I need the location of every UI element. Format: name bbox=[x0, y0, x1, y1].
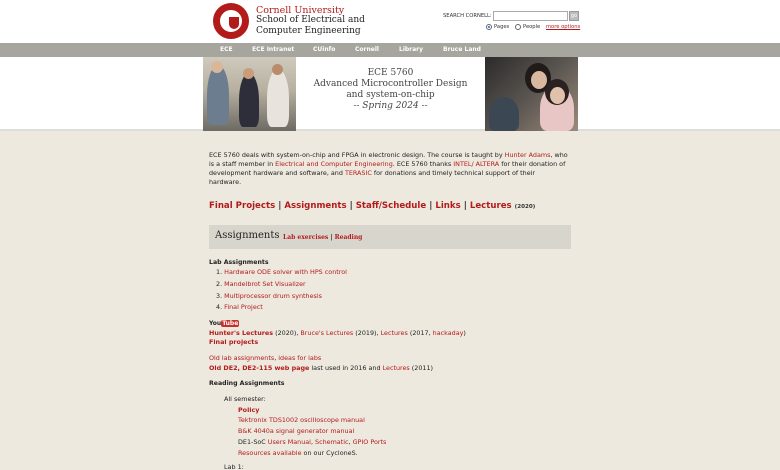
list-item: 4. Final Project bbox=[216, 303, 263, 311]
list-item: 2. Mandelbrot Set Visualizer bbox=[216, 280, 306, 288]
bk-row bbox=[238, 427, 354, 436]
nav-sep: | bbox=[463, 201, 467, 211]
banner-course-title bbox=[296, 57, 485, 131]
course-intro bbox=[209, 151, 569, 187]
course-name-line1: Advanced Microcontroller Design bbox=[313, 79, 468, 89]
cornell-seal-logo[interactable] bbox=[213, 3, 249, 39]
old-lab-assignments-link[interactable]: Old lab assignments bbox=[209, 354, 275, 362]
schematic-link[interactable]: Schematic bbox=[315, 438, 349, 446]
old-labs-row: Old lab assignments, ideas for labs bbox=[209, 354, 322, 362]
nav-cornell[interactable]: Cornell bbox=[355, 46, 379, 53]
lab-2-link[interactable]: Mandelbrot Set Visualizer bbox=[224, 280, 306, 288]
radio-people[interactable] bbox=[515, 24, 540, 30]
nav-ece[interactable]: ECE bbox=[220, 46, 233, 53]
university-name[interactable]: Cornell University bbox=[256, 5, 345, 16]
nav-bruce-land[interactable]: Bruce Land bbox=[443, 46, 481, 53]
intro-text-2: , who is a staff member in bbox=[209, 151, 568, 168]
course-name-line2: and system-on-chip bbox=[346, 90, 435, 100]
radio-pages[interactable] bbox=[486, 24, 509, 30]
intro-text-1: ECE 5760 deals with system-on-chip and FPGA in electronic design. The course is taught by bbox=[209, 151, 505, 159]
lab-exercises-link[interactable]: Lab exercises bbox=[283, 234, 329, 241]
hunter-adams-link[interactable]: Hunter Adams bbox=[504, 151, 551, 159]
course-term: -- Spring 2024 -- bbox=[353, 101, 428, 111]
search-input[interactable] bbox=[493, 11, 568, 21]
lectures-2011-link[interactable]: Lectures bbox=[382, 364, 410, 372]
nav-links[interactable]: Links bbox=[435, 201, 461, 211]
course-number: ECE 5760 bbox=[367, 68, 414, 78]
search-label: SEARCH CORNELL: bbox=[443, 13, 492, 19]
ece-department-link[interactable]: Electrical and Computer Engineering bbox=[275, 160, 393, 168]
more-options-link[interactable]: more options bbox=[546, 24, 581, 30]
lab-4-link[interactable]: Final Project bbox=[224, 303, 263, 311]
lab-assignments-heading: Lab Assignments bbox=[209, 259, 269, 266]
nav-cuinfo[interactable]: CUinfo bbox=[313, 46, 336, 53]
resources-link[interactable]: Resources available bbox=[238, 449, 302, 457]
policy-row bbox=[238, 406, 259, 415]
intro-text-5: for donations and timely technical support of their hardware. bbox=[209, 169, 536, 186]
old-de2-link[interactable]: Old DE2, DE2-115 web page bbox=[209, 364, 310, 372]
list-item: 3. Multiprocessor drum synthesis bbox=[216, 292, 322, 300]
de1-row: DE1-SoC Users Manual, Schematic, GPIO Ports bbox=[238, 438, 387, 446]
nav-sep: | bbox=[349, 201, 353, 211]
assignments-section-header bbox=[209, 225, 571, 249]
radio-unselected-icon[interactable] bbox=[515, 24, 521, 30]
course-banner bbox=[0, 57, 780, 131]
old-de2-row: Old DE2, DE2-115 web page last used in 2016 and Lectures (2011) bbox=[209, 364, 434, 372]
students-lab-photo bbox=[203, 57, 296, 131]
final-projects-row bbox=[209, 338, 258, 347]
terasic-link[interactable]: TERASIC bbox=[344, 169, 372, 177]
students-computer-photo bbox=[485, 57, 578, 131]
section-sep: | bbox=[330, 234, 333, 241]
top-navbar bbox=[0, 43, 780, 57]
hunters-lectures-link[interactable]: Hunter's Lectures bbox=[209, 329, 274, 337]
section-links bbox=[283, 234, 362, 241]
nav-assignments[interactable]: Assignments bbox=[284, 201, 347, 211]
school-name[interactable]: School of Electrical and Computer Engineering bbox=[256, 15, 365, 36]
site-header bbox=[0, 0, 780, 43]
intro-text-4: for their donation of development hardware and software, and bbox=[209, 160, 566, 177]
users-manual-link[interactable]: Users Manual bbox=[267, 438, 311, 446]
bk-manual-link[interactable]: B&K 4040a signal generator manual bbox=[238, 427, 355, 435]
radio-people-label: People bbox=[523, 24, 541, 30]
nav-sep: | bbox=[429, 201, 433, 211]
tektronix-manual-link[interactable]: Tektronix TDS1002 oscilloscope manual bbox=[238, 416, 365, 424]
youtube-icon[interactable]: YouTube bbox=[209, 320, 239, 327]
hackaday-link[interactable]: hackaday bbox=[432, 329, 464, 337]
radio-pages-label: Pages bbox=[494, 24, 510, 30]
nav-staff-schedule[interactable]: Staff/Schedule bbox=[355, 201, 427, 211]
lab-3-link[interactable]: Multiprocessor drum synthesis bbox=[224, 292, 322, 300]
nav-final-projects[interactable]: Final Projects bbox=[209, 201, 276, 211]
course-nav bbox=[209, 201, 535, 211]
policy-link[interactable]: Policy bbox=[238, 406, 260, 414]
bruces-lectures-link[interactable]: Bruce's Lectures bbox=[300, 329, 354, 337]
lab-1-link[interactable]: Hardware ODE solver with HPS control bbox=[224, 268, 347, 276]
nav-library[interactable]: Library bbox=[399, 46, 424, 53]
final-projects-link[interactable]: Final projects bbox=[209, 338, 259, 346]
lectures-row: Hunter's Lectures (2020), Bruce's Lectures (2019), Lectures (2017, hackaday) bbox=[209, 329, 466, 337]
reading-link[interactable]: Reading bbox=[334, 234, 363, 241]
intro-text-3: . ECE 5760 thanks bbox=[392, 160, 454, 168]
nav-ece-intranet[interactable]: ECE Intranet bbox=[252, 46, 295, 53]
reading-assignments-heading: Reading Assignments bbox=[209, 380, 285, 387]
intel-altera-link[interactable]: INTEL/ ALTERA bbox=[453, 160, 500, 168]
radio-selected-icon[interactable] bbox=[486, 24, 492, 30]
list-item: 1. Hardware ODE solver with HPS control bbox=[216, 268, 347, 276]
section-title: Assignments bbox=[215, 230, 280, 241]
nav-lectures[interactable]: Lectures bbox=[469, 201, 512, 211]
all-semester-label: All semester: bbox=[224, 395, 266, 403]
search-go-button[interactable]: go bbox=[570, 13, 578, 19]
resources-row: Resources available on our CycloneS. bbox=[238, 449, 358, 457]
lab-next-label: Lab 1: bbox=[224, 463, 244, 470]
tek-row bbox=[238, 416, 365, 425]
ideas-for-labs-link[interactable]: ideas for labs bbox=[278, 354, 322, 362]
nav-sep: | bbox=[278, 201, 282, 211]
lectures-year: (2020) bbox=[514, 204, 536, 210]
lectures-2017-link[interactable]: Lectures bbox=[380, 329, 408, 337]
gpio-ports-link[interactable]: GPIO Ports bbox=[352, 438, 387, 446]
